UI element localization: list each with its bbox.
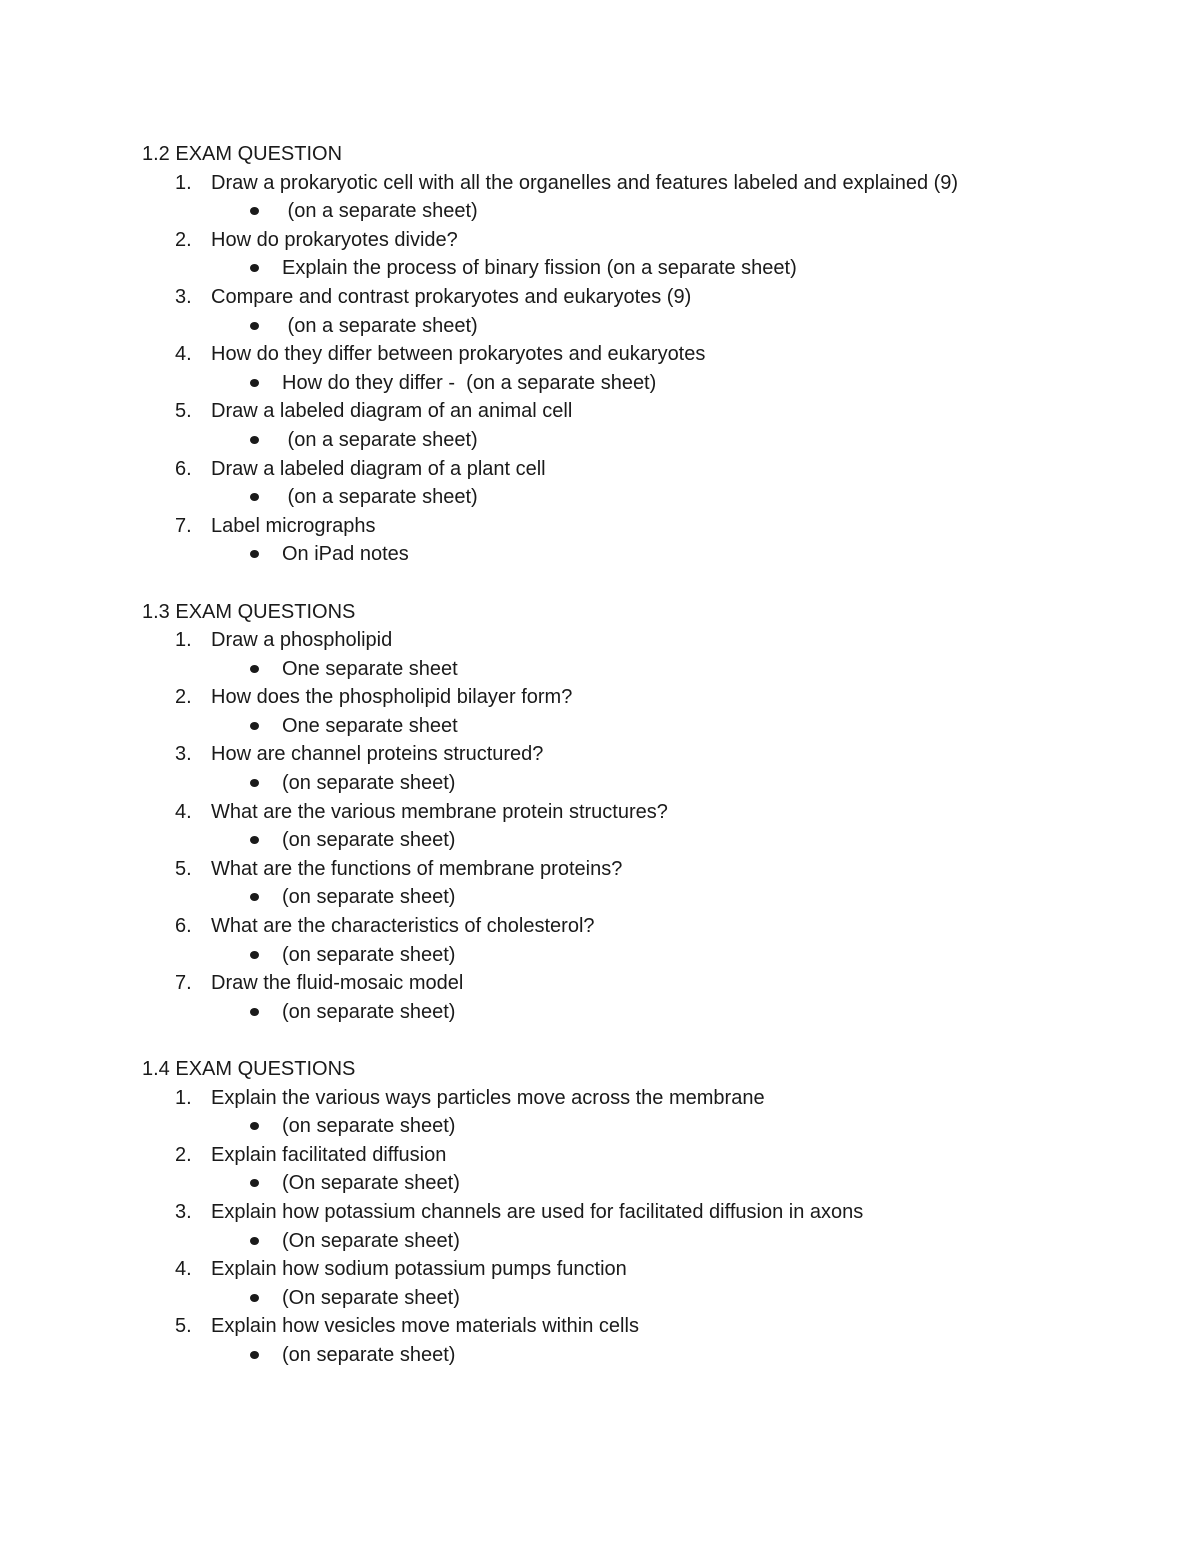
question-text: Draw a labeled diagram of an animal cell <box>211 400 573 423</box>
bullet-dot-icon <box>250 379 259 387</box>
bullet-item <box>0 712 1200 741</box>
bullet-text: (on separate sheet) <box>282 772 456 795</box>
question-number: 1. <box>175 1086 192 1109</box>
question-number: 5. <box>175 400 192 423</box>
question-number: 3. <box>175 1200 192 1223</box>
question-item <box>0 912 1200 941</box>
question-text: What are the various membrane protein structures? <box>211 800 668 823</box>
bullet-dot-icon <box>250 1351 259 1359</box>
bullet-dot-icon <box>250 665 259 673</box>
question-number: 4. <box>175 343 192 366</box>
bullet-dot-icon <box>250 436 259 444</box>
question-item <box>0 855 1200 884</box>
bullet-text: (On separate sheet) <box>282 1286 460 1309</box>
bullet-item <box>0 312 1200 341</box>
question-number: 7. <box>175 972 192 995</box>
bullet-text: How do they differ - (on a separate sheet) <box>282 371 657 394</box>
question-number: 4. <box>175 800 192 823</box>
bullet-dot-icon <box>250 207 259 215</box>
bullet-text: (on a separate sheet) <box>282 314 478 337</box>
bullet-item <box>0 655 1200 684</box>
question-item <box>0 798 1200 827</box>
document-body <box>0 140 1200 1398</box>
bullet-text: (on a separate sheet) <box>282 486 478 509</box>
bullet-text: One separate sheet <box>282 714 458 737</box>
question-number: 6. <box>175 457 192 480</box>
question-item <box>0 397 1200 426</box>
question-text: Label micrographs <box>211 514 376 537</box>
bullet-text: (on a separate sheet) <box>282 200 478 223</box>
question-text: Explain the various ways particles move across the membrane <box>211 1086 765 1109</box>
bullet-item <box>0 426 1200 455</box>
bullet-text: (on separate sheet) <box>282 943 456 966</box>
question-item <box>0 512 1200 541</box>
bullet-dot-icon <box>250 893 259 901</box>
question-text: Draw a prokaryotic cell with all the organelles and features labeled and explained (9) <box>211 171 959 194</box>
bullet-text: Explain the process of binary fission (on a separate sheet) <box>282 257 797 280</box>
question-text: Explain how potassium channels are used for facilitated diffusion in axons <box>211 1200 864 1223</box>
question-text: Explain how sodium potassium pumps function <box>211 1258 627 1281</box>
question-number: 3. <box>175 285 192 308</box>
bullet-item <box>0 1341 1200 1370</box>
question-text: What are the functions of membrane proteins? <box>211 857 623 880</box>
question-item <box>0 340 1200 369</box>
section-title: 1.4 EXAM QUESTIONS <box>142 1058 356 1080</box>
question-text: Draw a labeled diagram of a plant cell <box>211 457 546 480</box>
bullet-text: On iPad notes <box>282 543 409 566</box>
question-text: How are channel proteins structured? <box>211 743 544 766</box>
bullet-dot-icon <box>250 1237 259 1245</box>
bullet-item <box>0 540 1200 569</box>
bullet-text: (on a separate sheet) <box>282 428 478 451</box>
section-title: 1.2 EXAM QUESTION <box>142 143 343 165</box>
question-number: 5. <box>175 857 192 880</box>
question-item <box>0 455 1200 484</box>
question-number: 2. <box>175 1143 192 1166</box>
bullet-text: (On separate sheet) <box>282 1172 460 1195</box>
question-number: 2. <box>175 686 192 709</box>
question-item <box>0 283 1200 312</box>
bullet-text: (On separate sheet) <box>282 1229 460 1252</box>
section-title: 1.3 EXAM QUESTIONS <box>142 600 356 623</box>
bullet-dot-icon <box>250 779 259 787</box>
question-item <box>0 1141 1200 1170</box>
bullet-dot-icon <box>250 264 259 272</box>
question-item <box>0 1198 1200 1227</box>
bullet-item <box>0 1227 1200 1256</box>
bullet-item <box>0 1284 1200 1313</box>
bullet-text: (on separate sheet) <box>282 1115 456 1138</box>
question-text: Compare and contrast prokaryotes and eukaryotes (9) <box>211 285 692 308</box>
question-item <box>0 683 1200 712</box>
bullet-dot-icon <box>250 1294 259 1302</box>
question-item <box>0 740 1200 769</box>
section-1-3 <box>0 598 1200 1027</box>
bullet-text: (on separate sheet) <box>282 1000 456 1023</box>
bullet-item <box>0 998 1200 1027</box>
bullet-item <box>0 483 1200 512</box>
question-item <box>0 169 1200 198</box>
bullet-dot-icon <box>250 1008 259 1016</box>
bullet-item <box>0 197 1200 226</box>
question-item <box>0 969 1200 998</box>
bullet-dot-icon <box>250 951 259 959</box>
question-number: 5. <box>175 1315 192 1338</box>
bullet-item <box>0 1169 1200 1198</box>
bullet-item <box>0 826 1200 855</box>
question-text: How do prokaryotes divide? <box>211 228 458 251</box>
question-number: 6. <box>175 915 192 938</box>
question-text: Explain how vesicles move materials within cells <box>211 1315 639 1338</box>
question-number: 3. <box>175 743 192 766</box>
bullet-item <box>0 1112 1200 1141</box>
question-item <box>0 626 1200 655</box>
bullet-item <box>0 883 1200 912</box>
section-1-2 <box>0 140 1200 569</box>
question-text: How do they differ between prokaryotes and eukaryotes <box>211 343 706 366</box>
bullet-dot-icon <box>250 493 259 501</box>
bullet-text: One separate sheet <box>282 657 458 680</box>
bullet-item <box>0 941 1200 970</box>
bullet-text: (on separate sheet) <box>282 886 456 909</box>
question-number: 2. <box>175 228 192 251</box>
bullet-dot-icon <box>250 322 259 330</box>
bullet-dot-icon <box>250 1179 259 1187</box>
question-text: How does the phospholipid bilayer form? <box>211 686 573 709</box>
question-number: 1. <box>175 629 192 652</box>
section-1-4 <box>0 1055 1200 1370</box>
question-number: 1. <box>175 171 192 194</box>
bullet-item <box>0 254 1200 283</box>
bullet-item <box>0 769 1200 798</box>
bullet-item <box>0 369 1200 398</box>
question-text: Draw the fluid-mosaic model <box>211 972 464 995</box>
bullet-text: (on separate sheet) <box>282 1343 456 1366</box>
question-number: 4. <box>175 1258 192 1281</box>
question-item <box>0 1312 1200 1341</box>
question-number: 7. <box>175 514 192 537</box>
bullet-dot-icon <box>250 550 259 558</box>
bullet-dot-icon <box>250 722 259 730</box>
question-item <box>0 226 1200 255</box>
question-item <box>0 1084 1200 1113</box>
question-text: Explain facilitated diffusion <box>211 1143 447 1166</box>
bullet-dot-icon <box>250 836 259 844</box>
question-text: Draw a phospholipid <box>211 629 393 652</box>
question-text: What are the characteristics of cholesterol? <box>211 915 595 938</box>
bullet-text: (on separate sheet) <box>282 829 456 852</box>
question-item <box>0 1255 1200 1284</box>
bullet-dot-icon <box>250 1122 259 1130</box>
